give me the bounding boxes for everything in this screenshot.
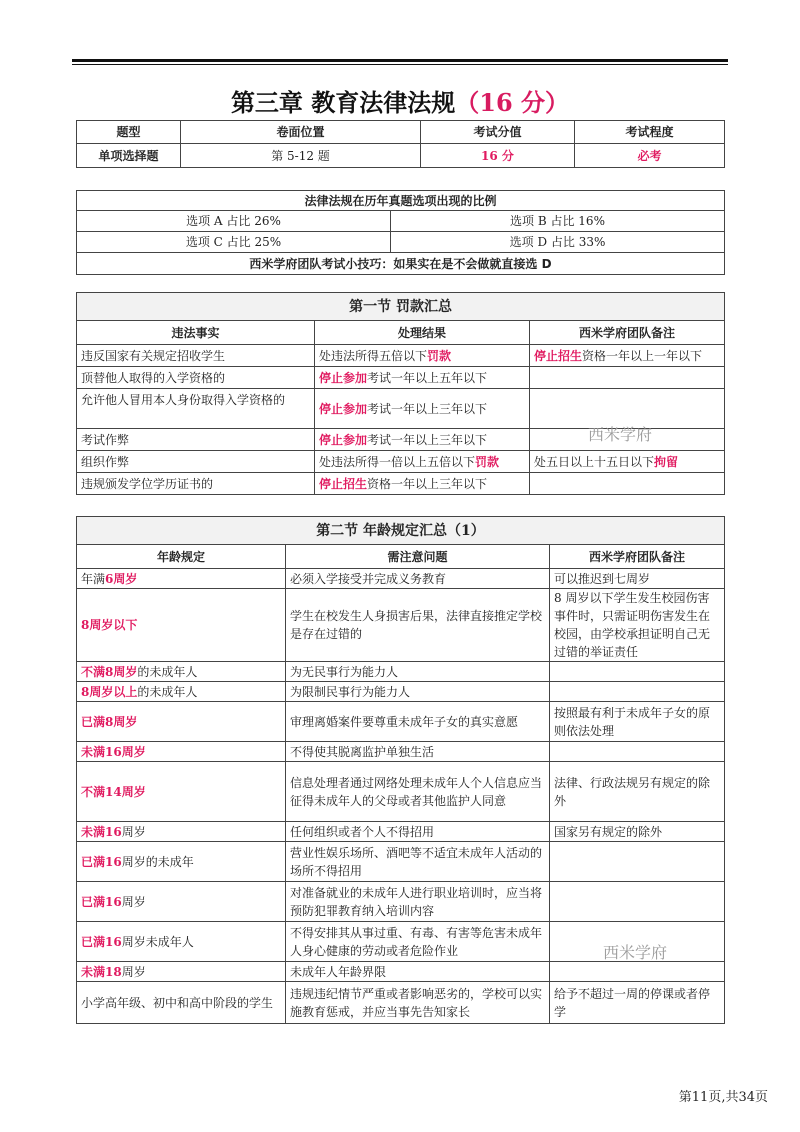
fine-note <box>530 473 725 495</box>
result-highlight: 停止招生 <box>319 476 368 491</box>
age-issue: 任何组织或者个人不得招用 <box>286 822 550 842</box>
age-note <box>550 742 725 762</box>
table-row <box>77 569 725 589</box>
age-text: 的未成年人 <box>137 684 198 699</box>
fine-fact: 组织作弊 <box>77 451 315 473</box>
result-text: 处违法所得一倍以上五倍以下 <box>319 454 476 469</box>
age-header-issue: 需注意问题 <box>286 545 550 569</box>
header-position: 卷面位置 <box>181 121 421 144</box>
age-issue: 营业性娱乐场所、酒吧等不适宜未成年人活动的场所不得招用 <box>286 842 550 882</box>
age-rule <box>77 762 286 822</box>
age-issue: 信息处理者通过网络处理未成年人个人信息应当征得未成年人的父母或者其他监护人同意 <box>286 762 550 822</box>
top-rule-thin <box>72 64 728 65</box>
fine-header-fact: 违法事实 <box>77 321 315 345</box>
age-section-title: 第二节 年龄规定汇总（1） <box>77 517 725 545</box>
page-title <box>72 83 728 118</box>
note-text: 资格一年以上一年以下 <box>582 348 703 363</box>
table-row <box>77 742 725 762</box>
age-highlight: 已满16 <box>81 934 122 949</box>
age-note <box>550 882 725 922</box>
fine-result <box>315 473 530 495</box>
age-note: 国家另有规定的除外 <box>550 822 725 842</box>
ratio-title: 法律法规在历年真题选项出现的比例 <box>77 191 725 211</box>
chapter-title: 第三章 教育法律法规 <box>230 88 456 117</box>
table-row <box>77 662 725 682</box>
age-rule <box>77 882 286 922</box>
age-issue: 违规违纪情节严重或者影响恶劣的，学校可以实施教育惩戒，并应当事先告知家长 <box>286 982 550 1024</box>
age-rule <box>77 702 286 742</box>
result-text: 考试一年以上三年以下 <box>367 401 488 416</box>
fine-result <box>315 389 530 429</box>
age-text: 小学高年级、初中和高中阶段的学生 <box>81 995 274 1010</box>
fine-note <box>530 367 725 389</box>
age-issue: 不得使其脱离监护单独生活 <box>286 742 550 762</box>
age-note: 按照最有利于未成年子女的原则依法处理 <box>550 702 725 742</box>
table-row <box>77 762 725 822</box>
age-note: 8 周岁以下学生发生校园伤害事件时，只需证明伤害发生在校园，由学校承担证明自己无过错的举证责任 <box>550 589 725 662</box>
result-highlight: 停止参加 <box>319 370 368 385</box>
fine-fact: 考试作弊 <box>77 429 315 451</box>
table-row <box>77 451 725 473</box>
age-highlight: 8周岁以上 <box>81 684 138 699</box>
age-highlight: 已满16 <box>81 894 122 909</box>
age-issue: 为无民事行为能力人 <box>286 662 550 682</box>
age-text: 周岁的未成年 <box>121 854 194 869</box>
ratio-table <box>76 190 725 275</box>
age-text: 周岁 <box>121 894 146 909</box>
age-issue: 审理离婚案件要尊重未成年子女的真实意愿 <box>286 702 550 742</box>
age-header-note: 西米学府团队备注 <box>550 545 725 569</box>
age-issue: 必须入学接受并完成义务教育 <box>286 569 550 589</box>
age-highlight: 已满8周岁 <box>81 714 138 729</box>
age-text: 周岁未成年人 <box>121 934 194 949</box>
table-row <box>77 702 725 742</box>
ratio-a: 选项 A 占比 26% <box>77 211 391 232</box>
age-note: 法律、行政法规另有规定的除外 <box>550 762 725 822</box>
watermark: 西米学府 <box>588 425 653 444</box>
age-note <box>550 842 725 882</box>
age-text: 年满 <box>81 571 106 586</box>
age-issue: 未成年人年龄界限 <box>286 962 550 982</box>
cell-level: 必考 <box>575 144 725 168</box>
fine-fact: 顶替他人取得的入学资格的 <box>77 367 315 389</box>
fine-header-result: 处理结果 <box>315 321 530 345</box>
age-text: 周岁 <box>121 824 146 839</box>
table-row <box>77 842 725 882</box>
age-highlight: 8周岁以下 <box>81 618 138 632</box>
note-text: 处五日以上十五日以下 <box>534 454 655 469</box>
cell-score: 16 分 <box>421 144 575 168</box>
ratio-b: 选项 B 占比 16% <box>391 211 725 232</box>
fine-fact: 允许他人冒用本人身份取得入学资格的 <box>77 389 315 429</box>
header-score: 考试分值 <box>421 121 575 144</box>
age-note <box>550 662 725 682</box>
table-row <box>77 345 725 367</box>
age-rule <box>77 922 286 962</box>
table-row <box>77 882 725 922</box>
age-rule <box>77 589 286 662</box>
header-type: 题型 <box>77 121 181 144</box>
fine-result <box>315 367 530 389</box>
age-highlight: 未满16 <box>81 824 122 839</box>
age-rule <box>77 822 286 842</box>
table-row <box>77 367 725 389</box>
age-rule <box>77 982 286 1024</box>
fine-note <box>530 451 725 473</box>
age-note: 可以推迟到七周岁 <box>550 569 725 589</box>
cell-position: 第 5-12 题 <box>181 144 421 168</box>
age-text: 的未成年人 <box>137 664 198 679</box>
fine-header-note: 西米学府团队备注 <box>530 321 725 345</box>
age-text: 周岁 <box>121 964 146 979</box>
note-highlight: 停止招生 <box>534 348 583 363</box>
age-issue: 为限制民事行为能力人 <box>286 682 550 702</box>
table-row <box>77 982 725 1024</box>
result-highlight: 停止参加 <box>319 401 368 416</box>
age-highlight: 6周岁 <box>105 571 138 586</box>
age-note <box>550 682 725 702</box>
fine-result <box>315 451 530 473</box>
exam-tip: 西米学府团队考试小技巧：如果实在是不会做就直接选 D <box>77 253 725 275</box>
age-rule <box>77 569 286 589</box>
fine-note <box>530 345 725 367</box>
age-highlight: 未满16周岁 <box>81 744 146 759</box>
table-row <box>77 682 725 702</box>
table-row <box>77 962 725 982</box>
page-number: 第11页,共34页 <box>678 1090 768 1105</box>
age-highlight: 已满16 <box>81 854 122 869</box>
table-row <box>77 822 725 842</box>
note-highlight: 拘留 <box>654 454 679 469</box>
age-issue: 学生在校发生人身损害后果，法律直接推定学校是存在过错的 <box>286 589 550 662</box>
result-text: 资格一年以上三年以下 <box>367 476 488 491</box>
header-level: 考试程度 <box>575 121 725 144</box>
table-row <box>77 473 725 495</box>
fine-section-title: 第一节 罚款汇总 <box>77 293 725 321</box>
watermark: 西米学府 <box>603 943 668 962</box>
age-header-rule: 年龄规定 <box>77 545 286 569</box>
result-text: 考试一年以上三年以下 <box>367 432 488 447</box>
age-rule <box>77 842 286 882</box>
ratio-c: 选项 C 占比 25% <box>77 232 391 253</box>
top-rule <box>72 59 728 62</box>
result-text: 考试一年以上五年以下 <box>367 370 488 385</box>
age-rule <box>77 682 286 702</box>
result-highlight: 罚款 <box>427 348 452 363</box>
result-highlight: 罚款 <box>475 454 500 469</box>
age-issue: 不得安排其从事过重、有毒、有害等危害未成年人身心健康的劳动或者危险作业 <box>286 922 550 962</box>
ratio-d: 选项 D 占比 33% <box>391 232 725 253</box>
result-text: 处违法所得五倍以下 <box>319 348 428 363</box>
table-row <box>77 589 725 662</box>
age-issue: 对准备就业的未成年人进行职业培训时，应当将预防犯罪教育纳入培训内容 <box>286 882 550 922</box>
fine-summary-table <box>76 292 725 495</box>
age-note <box>550 962 725 982</box>
age-note: 给予不超过一周的停课或者停学 <box>550 982 725 1024</box>
age-rule <box>77 742 286 762</box>
exam-info-table <box>76 120 725 168</box>
cell-type: 单项选择题 <box>77 144 181 168</box>
fine-fact: 违规颁发学位学历证书的 <box>77 473 315 495</box>
chapter-score: （16 分） <box>455 88 570 117</box>
age-rule <box>77 662 286 682</box>
fine-result <box>315 345 530 367</box>
age-highlight: 不满14周岁 <box>81 784 146 799</box>
fine-result <box>315 429 530 451</box>
age-rule <box>77 962 286 982</box>
age-highlight: 不满8周岁 <box>81 664 138 679</box>
age-highlight: 未满18 <box>81 964 122 979</box>
fine-fact: 违反国家有关规定招收学生 <box>77 345 315 367</box>
result-highlight: 停止参加 <box>319 432 368 447</box>
